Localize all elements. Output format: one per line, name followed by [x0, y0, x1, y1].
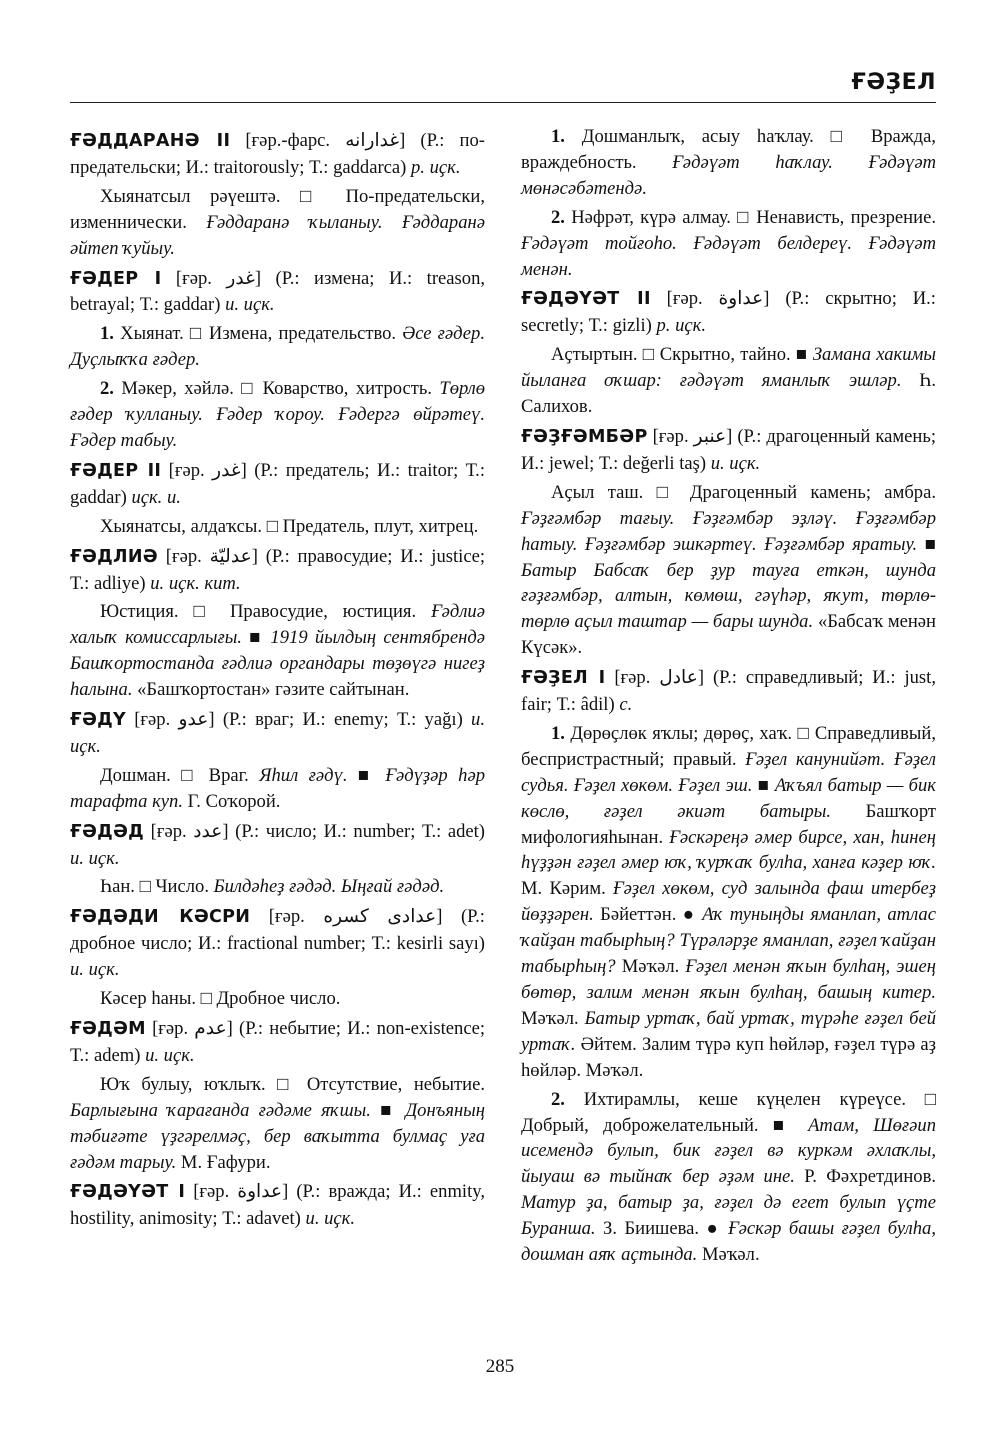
- headword: ҒӘДӘҮӘТ I: [70, 1182, 186, 1203]
- running-head-title: ҒӘҘЕЛ: [851, 70, 936, 95]
- text-run: [ғәр. عداوة] (Р.: вражда; И.: enmity, hostility, animosity; Т.: adavet): [70, 1181, 485, 1230]
- entry-paragraph: [521, 721, 936, 1084]
- text-run: Дошман. □ Враг.: [100, 764, 260, 786]
- text-run: [ғәр. عدو] (Р.: враг; И.: enemy; Т.: yağı): [125, 709, 472, 731]
- italic-text: и. иҫк.: [710, 452, 761, 474]
- italic-text: и. иҫк.: [70, 709, 485, 757]
- text-run: [ғәр. عدم] (Р.: небытие; И.: non-existence; Т.: adem): [70, 1018, 485, 1066]
- text-run: З. Биишева. ●: [595, 1218, 729, 1240]
- text-run: Мәҡәл.: [581, 1059, 644, 1081]
- italic-text: Аҡ туныңды яманлап, атлас ҡайҙан табырһың? Түрәләрҙе яманлап, ғәҙел ҡайҙан табырһың?: [521, 904, 936, 978]
- entry-head: [521, 286, 936, 339]
- sense-number: 1.: [551, 126, 565, 147]
- italic-text: и. иҫк. кит.: [150, 572, 241, 594]
- entry-head: [70, 707, 485, 760]
- text-run: Г. Соҡорой.: [183, 790, 281, 812]
- page-number: 285: [485, 1356, 515, 1377]
- entry-paragraph: [521, 124, 936, 202]
- text-run: Аҫтыртын. □ Скрытно, тайно. ■: [551, 344, 813, 366]
- italic-text: и. иҫк.: [225, 294, 275, 316]
- italic-text: иҫк. и.: [131, 486, 181, 508]
- entry-paragraph: [70, 1072, 485, 1176]
- entry-head: [70, 1179, 485, 1232]
- text-run: [ғәр. عدليّة] (Р.: правосудие; И.: justice; Т.: adliye): [70, 545, 485, 594]
- entry-paragraph: [70, 184, 485, 262]
- entry-paragraph: [70, 321, 485, 373]
- text-run: Ихтирамлы, кеше күңелен күреүсе. □ Добрый, доброжелательный. ■: [521, 1088, 936, 1136]
- text-run: Кәсер һаны. □ Дробное число.: [100, 988, 341, 1010]
- text-run: Мәҡәл.: [521, 1007, 585, 1029]
- text-run: Мәкер, хәйлә. □ Коварство, хитрость.: [113, 378, 440, 400]
- entry-paragraph: [70, 986, 485, 1012]
- headword: ҒӘДӘДИ КӘСРИ: [70, 907, 251, 928]
- italic-text: Матур ҙа, батыр ҙа, ғәҙел дә егет булып үҫте Буранша.: [521, 1192, 936, 1240]
- italic-text: Донъяның тәбиғәте үҙгәрелмәҫ, бер ваҡытта булмаҫ уға ғәдәм тарыу.: [70, 1099, 485, 1173]
- headword: ҒӘДЕР II: [70, 460, 162, 481]
- text-run: М. Кәрим.: [521, 878, 614, 900]
- italic-text: Ғәддаранә ҡыланыу. Ғәддаранә әйтеп ҡуйыу.: [70, 211, 485, 259]
- italic-text: Барлығына ҡарағанда ғәдәме яҡшы.: [70, 1099, 371, 1121]
- entry-head: [70, 128, 485, 181]
- italic-text: Ғәскәр башы ғәҙел булһа, дошман аяҡ аҫтында.: [521, 1218, 937, 1266]
- italic-text: Замана хакимы йыланға оҡшар: ғәдәүәт яманлыҡ эшләр.: [521, 344, 936, 392]
- italic-text: и. иҫк.: [305, 1208, 356, 1230]
- italic-text: Ғәдәүәт һаҡлау. Ғәдәүәт мөнәсәбәтендә.: [521, 151, 936, 199]
- sense-number: 2.: [551, 206, 565, 228]
- entry-paragraph: [70, 599, 485, 703]
- entry-paragraph: [521, 342, 936, 420]
- entry-paragraph: [521, 205, 936, 283]
- entry-head: [521, 665, 936, 718]
- italic-text: и. иҫк.: [70, 959, 120, 981]
- italic-text: Ғәҙел хөкөм, суд залында фаш итербеҙ йөҙҙәрен.: [521, 878, 937, 926]
- italic-text: Батыр Бабсаҡ бер ҙур тауға еткән, шунда ғәҙғәмбәр, алтын, көмөш, гәүһәр, яҡут, төрлө-төрлө аҫыл таштар — бары шунда.: [521, 559, 936, 633]
- entry-head: [70, 819, 485, 872]
- entry-paragraph: [70, 763, 485, 815]
- text-run: Башҡорт мифологияһынан.: [521, 800, 936, 848]
- text-run: ■: [241, 627, 271, 649]
- entry-head: [70, 266, 485, 319]
- headword: ҒӘҘҒӘМБӘР: [521, 426, 648, 447]
- text-run: Мәҡәл.: [697, 1244, 760, 1266]
- text-run: ■: [347, 764, 386, 786]
- text-run: Юҡ булыу, юҡлыҡ. □ Отсутствие, небытие.: [100, 1073, 485, 1095]
- italic-text: р. иҫк.: [656, 315, 706, 337]
- text-run: [ғәр. غدر] (Р.: измена; И.: treason, betrayal; Т.: gaddar): [70, 267, 486, 316]
- italic-text: Ғәскәреңә әмер бирсе, хан, һинең һүҙҙән ғәҙел әмер юҡ, ҡурҡаҡ булһа, ханға кәҙер юҡ.: [521, 826, 936, 874]
- italic-text: Ғәдәүәт тойғоһо. Ғәдәүәт белдереү. Ғәдәүәт менән.: [521, 232, 936, 280]
- italic-text: Ғәҙел менән яҡын булһаң, эшең бөтөр, залим менән яҡын булһаң, башың китер.: [521, 956, 936, 1003]
- text-run: «Бабсаҡ менән Күсәк».: [521, 611, 936, 659]
- text-run: Бәйеттән. ●: [593, 904, 703, 926]
- headword: ҒӘДЕР I: [70, 268, 162, 289]
- italic-text: 1919 йылдың сентябрендә Башҡортостанда ғәдлиә органдары төҙөүгә нигеҙ һалына.: [70, 627, 485, 701]
- italic-text: Ғәдүҙәр һәр тарафта куп.: [70, 764, 485, 812]
- entry-paragraph: [70, 874, 485, 900]
- left-column: [70, 124, 485, 1235]
- text-run: Һан. □ Число.: [100, 876, 214, 898]
- entry-head: [521, 424, 936, 477]
- headword: ҒӘДӘМ: [70, 1019, 146, 1039]
- headword: ҒӘДӘД: [70, 821, 145, 842]
- text-run: ■: [917, 533, 936, 555]
- italic-text: Әсе ғәдер. Дуҫлыҡҡа ғәдер.: [70, 323, 485, 371]
- entry-head: [70, 1016, 485, 1069]
- text-run: Аҫыл таш. □ Драгоценный камень; амбра.: [551, 481, 936, 503]
- running-head: [70, 72, 936, 103]
- italic-text: Аҡъял батыр — бик көслө, ғәҙел әкиәт батыры.: [521, 774, 937, 822]
- text-run: ■: [752, 774, 775, 796]
- italic-text: и. иҫк.: [70, 847, 120, 869]
- right-column: [521, 124, 936, 1271]
- text-run: Әйтем.: [575, 1033, 642, 1055]
- headword: ҒӘДӘҮӘТ II: [521, 289, 651, 310]
- entry-paragraph: [521, 1087, 936, 1268]
- text-run: [ғәр. عداوة] (Р.: скрытно; И.: secretly; Т.: gizli): [521, 288, 936, 337]
- italic-text: Атам, Шөғәип исемендә булып, бик ғәҙел вә куркәм әхлаҡлы, йыуаш вә тыйнаҡ бер әҙәм ине.: [521, 1114, 937, 1188]
- italic-text: Ғәдлиә халыҡ комиссарлығы.: [70, 601, 485, 649]
- text-run: М. Ғафури.: [176, 1151, 271, 1173]
- text-run: Залим түрә куп һөйләр, ғәҙел түрә аҙ һөйләр.: [521, 1033, 936, 1081]
- headword: ҒӘҘЕЛ I: [521, 668, 606, 689]
- text-run: [ғәр. غدر] (Р.: предатель; И.: traitor; Т.: gaddar): [70, 459, 485, 508]
- entry-paragraph: [70, 376, 485, 454]
- headword: ҒӘДЛИӘ: [70, 546, 158, 567]
- italic-text: Батыр уртаҡ, бай уртаҡ, түрәһе ғәҙел бей уртаҡ.: [521, 1007, 936, 1055]
- text-run: Хыянат. □ Измена, предательство.: [113, 323, 403, 345]
- text-run: Дошманлыҡ, асыу һаҡлау. □ Вражда, враждебность.: [521, 126, 936, 173]
- text-run: [ғәр. عنبر] (Р.: драгоценный камень; И.: jewel; Т.: değerli taş): [521, 425, 936, 474]
- italic-text: Ғәҙғәмбәр тағыу. Ғәҙғәмбәр эҙләү. Ғәҙғәмбәр һатыу. Ғәҙғәмбәр эшкәртеү. Ғәҙғәмбәр яратыу.: [521, 507, 936, 555]
- text-run: Дөрөҫлөк яҡлы; дөрөҫ, хаҡ. □ Справедливый, беспристрастный; правый.: [521, 722, 936, 770]
- entry-head: [70, 544, 485, 597]
- italic-text: Ғәҙел канунийәт. Ғәҙел судья. Ғәҙел хөкөм. Ғәҙел эш.: [521, 748, 936, 796]
- italic-text: р. иҫк.: [411, 156, 461, 178]
- text-run: [ғәр. عدادی كسره] (Р.: дробное число; И.: fractional number; Т.: kesirli sayı): [70, 906, 485, 955]
- italic-text: Яһил ғәдү.: [259, 764, 348, 786]
- sense-number: 1.: [551, 722, 565, 744]
- text-run: [ғәр.-фарс. غدارانه] (Р.: по-предательски; И.: traitorously; Т.: gaddarca): [70, 130, 485, 178]
- entry-head: [70, 458, 485, 511]
- text-run: «Башҡортостан» гәзите сайтынан.: [132, 679, 410, 701]
- text-run: Р. Фәхретдинов.: [794, 1166, 936, 1188]
- entry-head: [70, 904, 485, 983]
- headword: ҒӘДҮ: [70, 710, 126, 731]
- sense-number: 2.: [100, 378, 114, 400]
- text-run: Хыянатсы, алдаҡсы. □ Предатель, плут, хитрец.: [100, 515, 479, 537]
- italic-text: с.: [619, 694, 633, 716]
- text-run: ■: [370, 1099, 406, 1121]
- text-run: [ғәр. عادل] (Р.: справедливый; И.: just, fair; Т.: âdil): [521, 667, 936, 716]
- sense-number: 1.: [100, 323, 114, 345]
- text-run: Нәфрәт, күрә алмау. □ Ненависть, презрение.: [564, 206, 936, 228]
- entry-paragraph: [70, 514, 485, 540]
- italic-text: Төрлө ғәдер ҡулланыу. Ғәдер ҡороу. Ғәдергә өйрәтеү. Ғәдер табыу.: [70, 378, 485, 451]
- text-run: Һ. Салихов.: [521, 370, 936, 418]
- text-run: Юстиция. □ Правосудие, юстиция.: [100, 601, 432, 623]
- entry-paragraph: [521, 480, 936, 661]
- text-run: [ғәр. عدد] (Р.: число; И.: number; Т.: adet): [144, 820, 485, 842]
- sense-number: 2.: [551, 1088, 565, 1110]
- headword: ҒӘДДАРАНӘ II: [70, 131, 231, 151]
- italic-text: Билдәһеҙ ғәдәд. Ыңғай ғәдәд.: [213, 876, 445, 898]
- text-run: Мәҡәл.: [615, 956, 686, 978]
- italic-text: и. иҫк.: [145, 1044, 195, 1066]
- text-run: Хыянатсыл рәүештә. □ По-предательски, изменнически.: [70, 185, 485, 233]
